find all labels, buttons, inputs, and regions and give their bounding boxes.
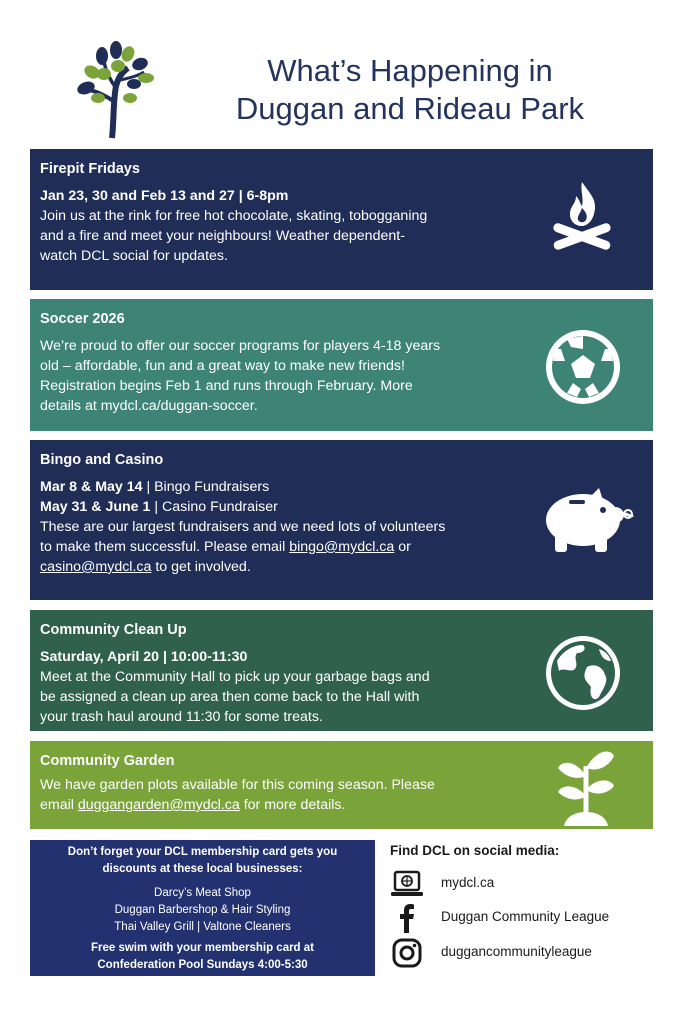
bingo-event-2: | Casino Fundraiser — [150, 499, 278, 515]
promo-line-2: discounts at these local businesses: — [102, 863, 303, 875]
membership-promo-box — [30, 840, 375, 976]
instagram-link[interactable]: duggancommunityleague — [441, 944, 592, 959]
firepit-dates: Jan 23, 30 and Feb 13 and 27 | 6-8pm — [40, 188, 289, 204]
bingo-line-2-post: or — [394, 539, 411, 555]
cleanup-heading: Community Clean Up — [40, 622, 187, 638]
garden-line-2-post: for more details. — [239, 797, 346, 813]
garden-line-2-pre: email — [40, 797, 78, 813]
bingo-event-1: | Bingo Fundraisers — [142, 479, 270, 495]
cleanup-line-2: be assigned a clean up area then come back to the Hall with — [40, 689, 420, 705]
facebook-link[interactable]: Duggan Community League — [441, 909, 610, 924]
firepit-line-1: Join us at the rink for free hot chocolate, skating, tobogganing — [40, 208, 428, 224]
promo-business-2: Duggan Barbershop & Hair Styling — [114, 904, 291, 916]
bingo-email-link[interactable]: bingo@mydcl.ca — [289, 539, 395, 555]
firepit-heading: Firepit Fridays — [40, 161, 140, 177]
bingo-heading: Bingo and Casino — [40, 452, 164, 468]
tree-logo-icon — [72, 40, 154, 140]
facebook-icon — [390, 901, 424, 935]
promo-line-1: Don’t forget your DCL membership card gets you — [67, 846, 338, 858]
globe-icon — [543, 633, 623, 713]
social-title: Find DCL on social media: — [390, 843, 560, 858]
promo-business-1: Darcy’s Meat Shop — [154, 887, 251, 899]
garden-heading: Community Garden — [40, 753, 175, 769]
website-link[interactable]: mydcl.ca — [441, 875, 495, 890]
piggy-bank-icon — [543, 488, 635, 554]
bingo-line-1: These are our largest fundraisers and we need lots of volunteers — [40, 519, 446, 535]
bingo-line-3-post: to get involved. — [151, 559, 251, 575]
bingo-date-2: May 31 & June 1 — [40, 499, 151, 515]
title-line-1: What’s Happening in — [267, 53, 553, 88]
casino-email-link[interactable]: casino@mydcl.ca — [40, 559, 152, 575]
soccer-line-3: Registration begins Feb 1 and runs through February. More — [40, 378, 413, 394]
cleanup-line-1: Meet at the Community Hall to pick up your garbage bags and — [40, 669, 430, 685]
promo-business-3: Thai Valley Grill | Valtone Cleaners — [114, 921, 291, 933]
soccer-heading: Soccer 2026 — [40, 311, 125, 327]
soccer-line-1: We’re proud to offer our soccer programs for players 4-18 years — [40, 338, 441, 354]
garden-line-1: We have garden plots available for this coming season. Please — [40, 777, 435, 793]
laptop-icon — [390, 867, 424, 901]
cleanup-line-3: your trash haul around 11:30 for some treats. — [40, 709, 323, 725]
bingo-line-2-pre: to make them successful. Please email — [40, 539, 290, 555]
garden-email-link[interactable]: duggangarden@mydcl.ca — [77, 797, 240, 813]
page-title — [160, 52, 660, 128]
soccer-ball-icon — [543, 327, 623, 407]
title-line-2: Duggan and Rideau Park — [235, 91, 585, 126]
soccer-line-2: old – affordable, fun and a great way to make new friends! — [40, 358, 405, 374]
promo-swim-line-2: Confederation Pool Sundays 4:00-5:30 — [97, 959, 308, 971]
cleanup-date: Saturday, April 20 | 10:00-11:30 — [40, 649, 248, 665]
campfire-icon — [550, 178, 614, 254]
instagram-icon — [390, 936, 424, 970]
firepit-line-3: watch DCL social for updates. — [40, 248, 228, 264]
promo-swim-line-1: Free swim with your membership card at — [90, 942, 315, 954]
bingo-date-1: Mar 8 & May 14 — [40, 479, 143, 495]
sprout-icon — [556, 746, 616, 826]
firepit-line-2: and a fire and meet your neighbours! Weather dependent- — [40, 228, 405, 244]
soccer-line-4: details at mydcl.ca/duggan-soccer. — [40, 398, 258, 414]
